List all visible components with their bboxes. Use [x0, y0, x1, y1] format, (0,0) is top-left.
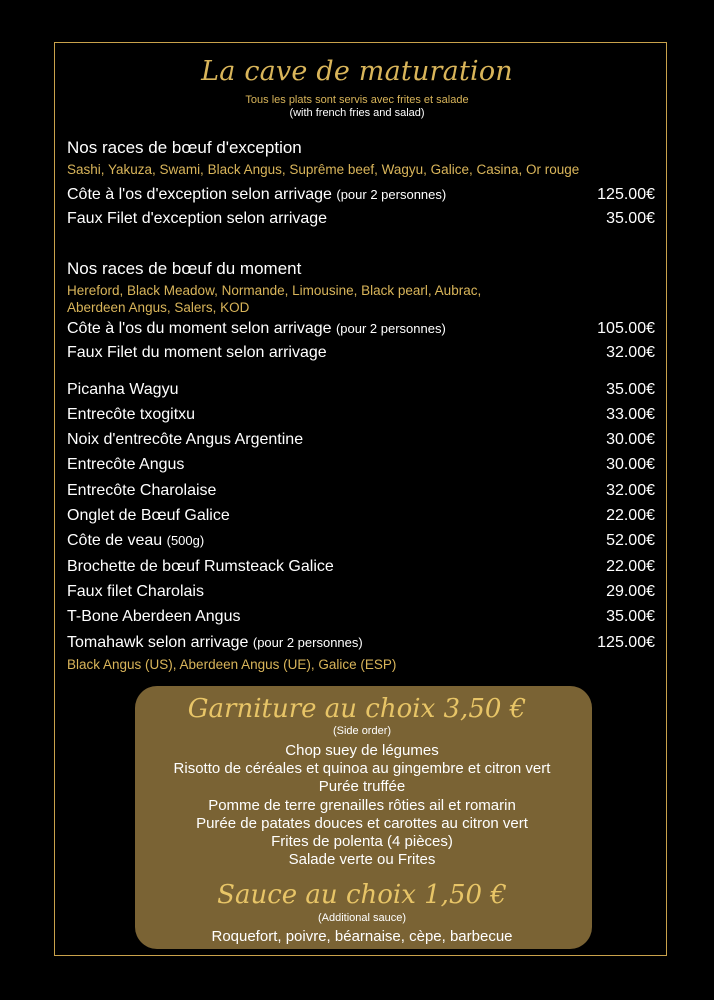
garniture-note: (Side order) [332, 725, 392, 737]
item-name: Côte à l'os d'exception selon arrivage (pour 2 personnes) [67, 186, 447, 203]
garniture-item: Salade verte ou Frites [288, 851, 436, 869]
item-price: 125.00€ [597, 186, 655, 203]
menu-item-row [67, 456, 655, 478]
menu-item-row [67, 558, 655, 580]
menu-item-row [67, 431, 655, 453]
menu-item-row [67, 532, 655, 554]
exception-varieties: Sashi, Yakuza, Swami, Black Angus, Suprême beef, Wagyu, Galice, Casina, Or rouge [67, 162, 580, 177]
item-name: Entrecôte Charolaise [67, 482, 217, 499]
item-name: Faux Filet d'exception selon arrivage [67, 210, 328, 227]
menu-item-row [67, 583, 655, 605]
item-name: Faux Filet du moment selon arrivage [67, 344, 327, 361]
item-price: 30.00€ [606, 456, 655, 473]
menu-item-row [67, 344, 655, 366]
menu-title: La cave de maturation [201, 56, 513, 87]
item-name: Noix d'entrecôte Angus Argentine [67, 431, 304, 448]
item-name: Côte de veau (500g) [67, 532, 205, 549]
item-price: 32.00€ [606, 344, 655, 361]
item-price: 33.00€ [606, 406, 655, 423]
menu-item-row [67, 608, 655, 630]
item-price: 35.00€ [606, 210, 655, 227]
sauce-list: Roquefort, poivre, béarnaise, cèpe, barbecue [211, 928, 513, 945]
item-price: 32.00€ [606, 482, 655, 499]
item-price: 105.00€ [597, 320, 655, 337]
item-name: Faux filet Charolais [67, 583, 204, 600]
moment-varieties-line1: Hereford, Black Meadow, Normande, Limousine, Black pearl, Aubrac, [67, 283, 482, 298]
item-price: 35.00€ [606, 381, 655, 398]
garniture-item: Pomme de terre grenailles rôties ail et romarin [208, 796, 516, 814]
menu-subtitle-en: (with french fries and salad) [289, 107, 425, 119]
item-name: T-Bone Aberdeen Angus [67, 608, 241, 625]
moment-varieties-line2: Aberdeen Angus, Salers, KOD [67, 300, 250, 315]
menu-item-row [67, 406, 655, 428]
item-price: 125.00€ [597, 634, 655, 651]
item-price: 35.00€ [606, 608, 655, 625]
item-name: Brochette de bœuf Rumsteack Galice [67, 558, 334, 575]
item-name: Picanha Wagyu [67, 381, 179, 398]
menu-item-row [67, 507, 655, 529]
menu-subtitle-fr: Tous les plats sont servis avec frites et salade [245, 94, 469, 106]
item-name: Entrecôte Angus [67, 456, 185, 473]
menu-item-row [67, 381, 655, 403]
sauce-title: Sauce au choix 1,50 € [217, 880, 507, 910]
item-name: Côte à l'os du moment selon arrivage (pour 2 personnes) [67, 320, 446, 337]
item-name: Tomahawk selon arrivage (pour 2 personnes) [67, 634, 363, 651]
garniture-item: Frites de polenta (4 pièces) [271, 833, 453, 851]
item-price: 30.00€ [606, 431, 655, 448]
sauce-note: (Additional sauce) [317, 912, 407, 924]
garniture-item: Purée truffée [318, 778, 406, 796]
item-price: 22.00€ [606, 558, 655, 575]
item-name: Onglet de Bœuf Galice [67, 507, 230, 524]
moment-heading: Nos races de bœuf du moment [67, 259, 302, 278]
menu-item-row [67, 186, 655, 208]
tomahawk-origins: Black Angus (US), Aberdeen Angus (UE), Galice (ESP) [67, 657, 397, 672]
menu-item-row [67, 320, 655, 342]
menu-item-row [67, 210, 655, 232]
menu-item-row [67, 482, 655, 504]
menu-item-row [67, 634, 655, 656]
garniture-title: Garniture au choix 3,50 € [187, 694, 527, 724]
garniture-item: Risotto de céréales et quinoa au gingembre et citron vert [173, 760, 551, 778]
garniture-item: Chop suey de légumes [285, 742, 439, 759]
garniture-item: Purée de patates douces et carottes au citron vert [196, 814, 528, 832]
exception-heading: Nos races de bœuf d'exception [67, 138, 302, 157]
item-price: 22.00€ [606, 507, 655, 524]
item-price: 29.00€ [606, 583, 655, 600]
item-price: 52.00€ [606, 532, 655, 549]
garniture-list [0, 742, 714, 869]
item-name: Entrecôte txogitxu [67, 406, 196, 423]
